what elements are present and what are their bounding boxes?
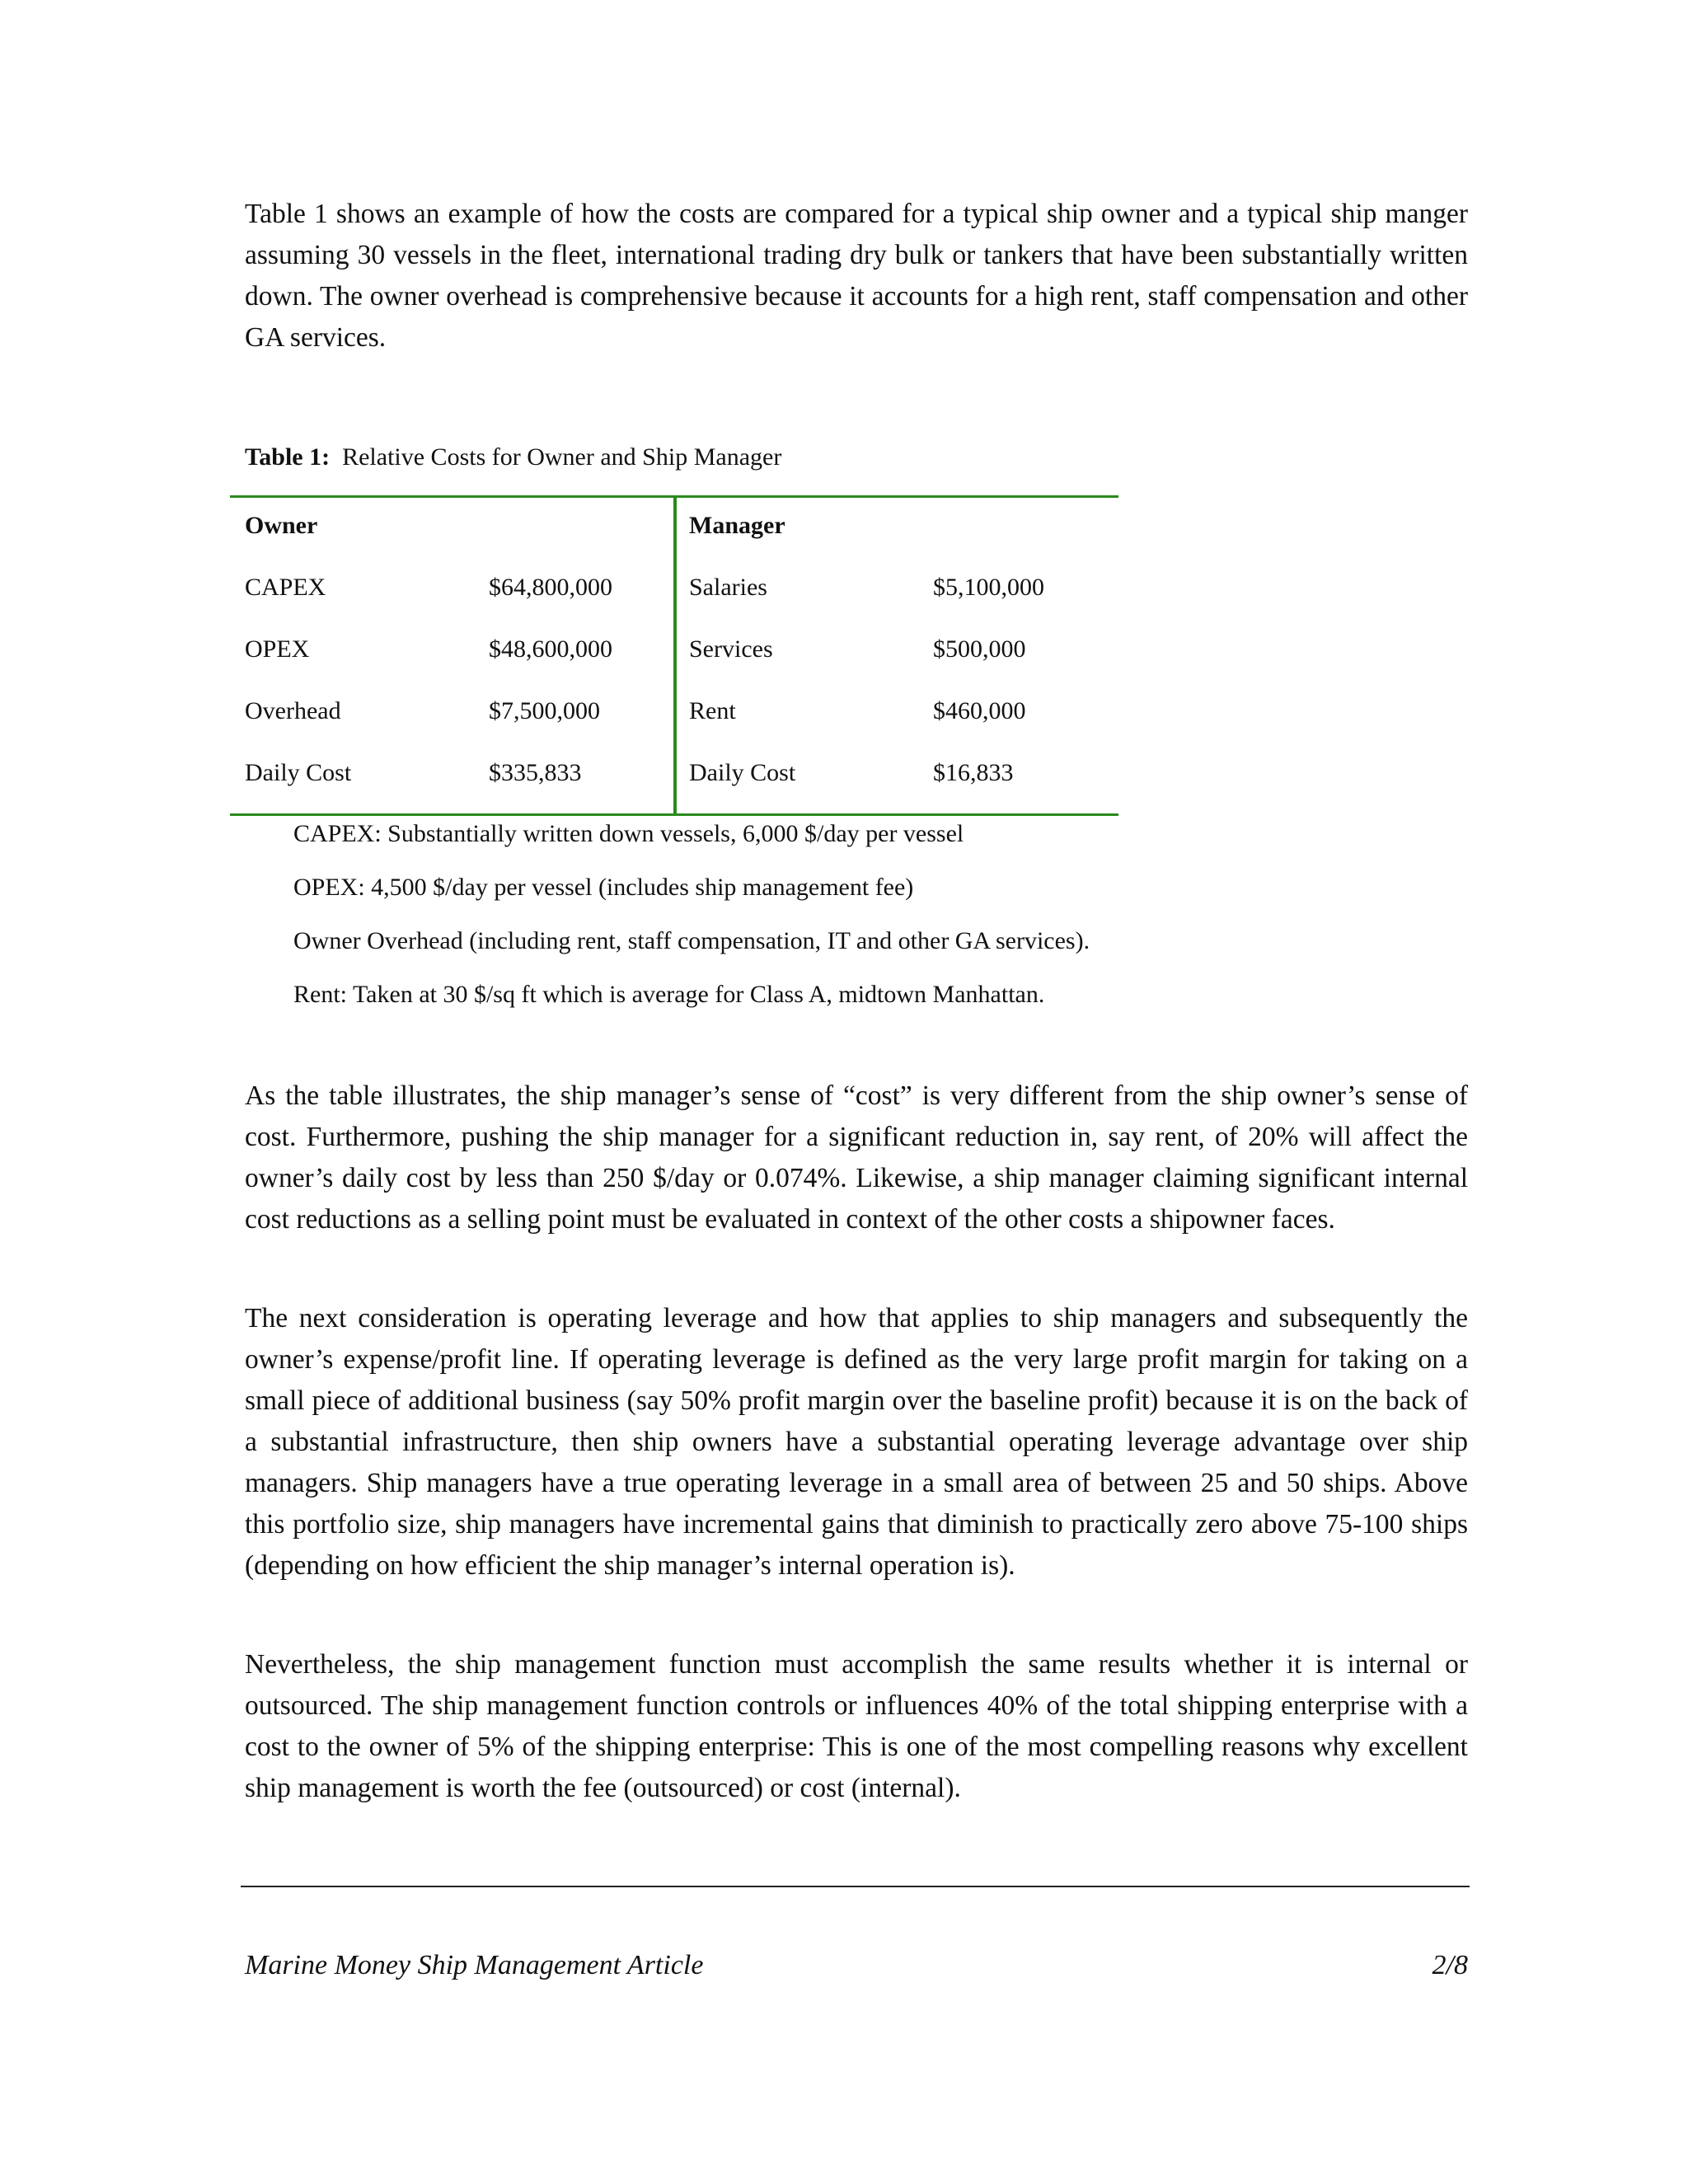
owner-row-value: $64,800,000: [489, 574, 612, 601]
owner-row-label: Daily Cost: [245, 759, 352, 786]
manager-row-value: $16,833: [933, 759, 1014, 786]
manager-row-value: $500,000: [933, 635, 1026, 663]
owner-row-label: CAPEX: [245, 574, 326, 601]
owner-row-value: $335,833: [489, 759, 582, 786]
body-paragraph: Nevertheless, the ship management function must accomplish the same results whether it is internal or outsourced. The ship management function controls or influences 40% of the total shipping enterprise with a cost to the owner of 5% of the shipping enterprise: This is one of the most compelling reasons why excellent ship management is worth the fee (outsourced) or cost (internal).: [245, 1649, 1468, 1803]
owner-row-value: $48,600,000: [489, 635, 612, 663]
owner-column-header: Owner: [245, 512, 318, 539]
footer-divider: [241, 1886, 1470, 1887]
footer-title: Marine Money Ship Management Article: [245, 1950, 704, 1980]
table-column-divider: [673, 498, 677, 813]
manager-row-value: $5,100,000: [933, 574, 1044, 601]
table-note: Owner Overhead (including rent, staff compensation, IT and other GA services).: [293, 927, 1090, 954]
body-paragraph: The next consideration is operating leverage and how that applies to ship managers and subsequently the owner’s expense/profit line. If operating leverage is defined as the very large profit margin for taking on a small piece of additional business (say 50% profit margin over the baseline profit) because it is on the back of a substantial infrastructure, then ship owners have a substantial operating leverage advantage over ship managers. Ship managers have a true operating leverage in a small area of between 25 and 50 ships. Above this portfolio size, ship managers have incremental gains that diminish to practically zero above 75-100 ships (depending on how efficient the ship manager’s internal operation is).: [245, 1303, 1468, 1581]
owner-row-value: $7,500,000: [489, 697, 600, 724]
page-number: 2/8: [1432, 1950, 1468, 1980]
table-note: Rent: Taken at 30 $/sq ft which is average for Class A, midtown Manhattan.: [293, 981, 1045, 1008]
table-caption: [245, 441, 781, 474]
owner-row-label: Overhead: [245, 697, 341, 724]
table-caption-label: Table 1:: [245, 443, 331, 471]
table-note: CAPEX: Substantially written down vessels, 6,000 $/day per vessel: [293, 820, 964, 847]
manager-row-label: Rent: [689, 697, 736, 724]
manager-column-header: Manager: [689, 512, 785, 539]
manager-row-value: $460,000: [933, 697, 1026, 724]
manager-row-label: Services: [689, 635, 773, 663]
table-caption-text: Relative Costs for Owner and Ship Manager: [342, 443, 782, 471]
cost-comparison-table: [230, 495, 1118, 816]
manager-row-label: Salaries: [689, 574, 767, 601]
intro-paragraph: Table 1 shows an example of how the costs are compared for a typical ship owner and a typical ship manger assuming 30 vessels in the fleet, international trading dry bulk or tankers that have been substantially written down. The owner overhead is comprehensive because it accounts for a high rent, staff compensation and other GA services.: [245, 199, 1468, 353]
table-note: OPEX: 4,500 $/day per vessel (includes ship management fee): [293, 874, 914, 901]
body-paragraph: As the table illustrates, the ship manager’s sense of “cost” is very different from the ship owner’s sense of cost. Furthermore, pushing the ship manager for a significant reduction in, say rent, of 20% will affect the owner’s daily cost by less than 250 $/day or 0.074%. Likewise, a ship manager claiming significant internal cost reductions as a selling point must be evaluated in context of the other costs a shipowner faces.: [245, 1080, 1468, 1235]
owner-row-label: OPEX: [245, 635, 310, 663]
manager-row-label: Daily Cost: [689, 759, 796, 786]
